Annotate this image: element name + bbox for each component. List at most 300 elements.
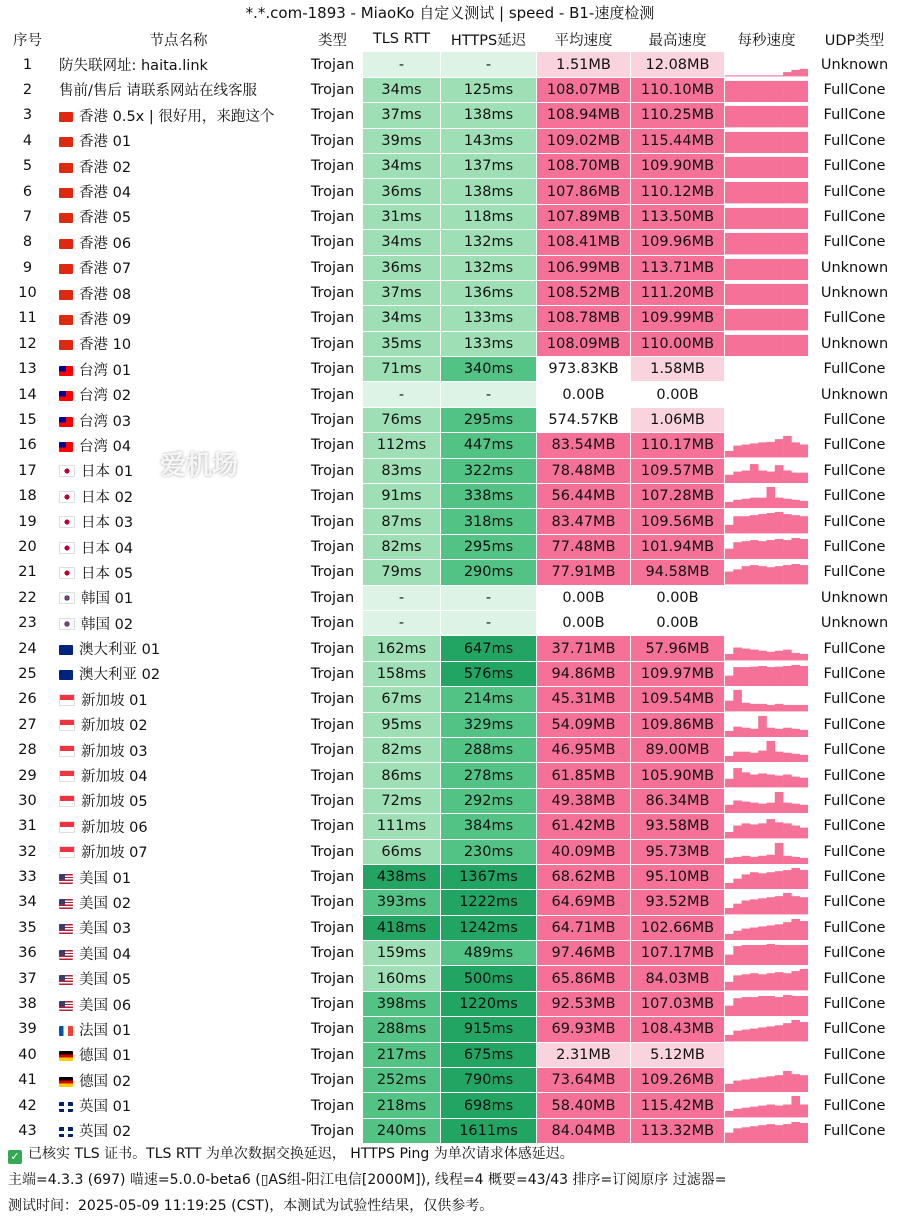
tls-rtt-value: 91ms bbox=[363, 484, 441, 509]
header-index[interactable]: 序号 bbox=[1, 27, 55, 52]
flag-hk-icon bbox=[59, 264, 73, 274]
sparkline-bar bbox=[758, 704, 767, 712]
node-type: Trojan bbox=[303, 280, 363, 305]
tls-rtt-value: 82ms bbox=[363, 534, 441, 559]
node-name: 法国 01 bbox=[79, 1022, 132, 1039]
sparkline-chart bbox=[725, 611, 808, 635]
table-row[interactable] bbox=[1, 1118, 900, 1143]
avg-speed-value: 73.64MB bbox=[537, 1068, 631, 1093]
node-name: 日本 01 bbox=[81, 464, 134, 481]
avg-speed-value: 106.99MB bbox=[537, 255, 631, 280]
udp-type-value: Unknown bbox=[809, 382, 900, 407]
sparkline-bar bbox=[750, 974, 759, 991]
node-name: 香港 10 bbox=[79, 337, 132, 354]
row-index: 7 bbox=[1, 204, 55, 229]
max-speed-value: 89.00MB bbox=[631, 737, 725, 762]
sparkline-bar bbox=[742, 335, 751, 356]
sparkline-bar bbox=[800, 969, 808, 990]
sparkline-bar bbox=[750, 1126, 759, 1143]
per-second-speed-sparkline bbox=[725, 103, 809, 128]
tls-rtt-value: 76ms bbox=[363, 407, 441, 432]
sparkline-bar bbox=[800, 729, 808, 737]
table-row[interactable] bbox=[1, 610, 900, 635]
table-row[interactable] bbox=[1, 1042, 900, 1067]
udp-type-value: FullCone bbox=[809, 153, 900, 178]
sparkline-bar bbox=[725, 284, 734, 305]
sparkline-bar bbox=[725, 572, 734, 585]
sparkline-bar bbox=[742, 1127, 751, 1143]
per-second-speed-sparkline bbox=[725, 509, 809, 534]
sparkline-bar bbox=[775, 871, 784, 889]
sparkline-chart bbox=[725, 256, 808, 280]
udp-type-value: FullCone bbox=[809, 737, 900, 762]
sparkline-bar bbox=[733, 1128, 742, 1143]
table-row[interactable] bbox=[1, 636, 900, 661]
node-type: Trojan bbox=[303, 204, 363, 229]
sparkline-bar bbox=[775, 566, 784, 584]
sparkline-bar bbox=[725, 182, 734, 203]
sparkline-bar bbox=[800, 654, 808, 660]
table-row[interactable] bbox=[1, 153, 900, 178]
udp-type-value: FullCone bbox=[809, 661, 900, 686]
sparkline-bar bbox=[758, 873, 767, 889]
sparkline-bar bbox=[800, 705, 808, 711]
udp-type-value: FullCone bbox=[809, 966, 900, 991]
node-type: Trojan bbox=[303, 560, 363, 585]
sparkline-bar bbox=[783, 1124, 792, 1143]
sparkline-bar bbox=[800, 1105, 808, 1118]
row-index: 32 bbox=[1, 839, 55, 864]
table-row[interactable] bbox=[1, 915, 900, 940]
footer-line-1 bbox=[0, 1142, 900, 1167]
per-second-speed-sparkline bbox=[725, 458, 809, 483]
udp-type-value: FullCone bbox=[809, 941, 900, 966]
node-type: Trojan bbox=[303, 458, 363, 483]
table-row[interactable] bbox=[1, 839, 900, 864]
table-row[interactable] bbox=[1, 763, 900, 788]
table-row[interactable] bbox=[1, 103, 900, 128]
sparkline-bar bbox=[733, 648, 742, 661]
sparkline-bar bbox=[800, 996, 808, 1016]
udp-type-value: FullCone bbox=[809, 128, 900, 153]
sparkline-chart bbox=[725, 230, 808, 254]
max-speed-value: 95.10MB bbox=[631, 864, 725, 889]
avg-speed-value: 56.44MB bbox=[537, 484, 631, 509]
row-index: 30 bbox=[1, 788, 55, 813]
sparkline-bar bbox=[758, 335, 767, 356]
table-row[interactable] bbox=[1, 433, 900, 458]
max-speed-value: 107.28MB bbox=[631, 484, 725, 509]
table-row[interactable] bbox=[1, 306, 900, 331]
avg-speed-value: 107.89MB bbox=[537, 204, 631, 229]
header-udp-type[interactable]: UDP类型 bbox=[809, 27, 900, 52]
node-name-cell bbox=[55, 230, 303, 255]
sparkline-bar bbox=[750, 335, 759, 356]
sparkline-bar bbox=[725, 955, 734, 966]
sparkline-bar bbox=[725, 106, 734, 127]
sparkline-bar bbox=[742, 997, 751, 1016]
udp-type-value: FullCone bbox=[809, 1042, 900, 1067]
sparkline-bar bbox=[742, 182, 751, 203]
node-name-cell bbox=[55, 636, 303, 661]
sparkline-bar bbox=[758, 774, 767, 788]
tls-rtt-value: 37ms bbox=[363, 103, 441, 128]
sparkline-bar bbox=[742, 284, 751, 305]
sparkline-chart bbox=[725, 154, 808, 178]
avg-speed-value: 1.51MB bbox=[537, 52, 631, 77]
node-name: 香港 02 bbox=[79, 159, 132, 176]
table-row[interactable] bbox=[1, 509, 900, 534]
sparkline-bar bbox=[767, 233, 776, 254]
sparkline-bar bbox=[800, 131, 808, 152]
table-body bbox=[1, 52, 900, 1144]
sparkline-bar bbox=[725, 883, 734, 889]
per-second-speed-sparkline bbox=[725, 560, 809, 585]
avg-speed-value: 45.31MB bbox=[537, 687, 631, 712]
sparkline-bar bbox=[758, 566, 767, 584]
node-name: 美国 02 bbox=[79, 895, 132, 912]
sparkline-bar bbox=[742, 773, 751, 788]
table-row[interactable] bbox=[1, 661, 900, 686]
sparkline-bar bbox=[775, 512, 784, 533]
avg-speed-value: 54.09MB bbox=[537, 712, 631, 737]
sparkline-bar bbox=[725, 157, 734, 178]
table-row[interactable] bbox=[1, 737, 900, 762]
max-speed-value: 12.08MB bbox=[631, 52, 725, 77]
per-second-speed-sparkline bbox=[725, 407, 809, 432]
sparkline-bar bbox=[791, 157, 800, 178]
tls-rtt-value: 82ms bbox=[363, 737, 441, 762]
sparkline-bar bbox=[775, 309, 784, 330]
table-row[interactable] bbox=[1, 941, 900, 966]
table-row[interactable] bbox=[1, 788, 900, 813]
sparkline-bar bbox=[767, 258, 776, 279]
sparkline-bar bbox=[733, 500, 742, 509]
max-speed-value: 109.97MB bbox=[631, 661, 725, 686]
max-speed-value: 95.73MB bbox=[631, 839, 725, 864]
flag-gb-icon bbox=[59, 1127, 73, 1137]
table-row[interactable] bbox=[1, 484, 900, 509]
sparkline-bar bbox=[750, 900, 759, 915]
node-type: Trojan bbox=[303, 966, 363, 991]
sparkline-bar bbox=[758, 131, 767, 152]
sparkline-bar bbox=[791, 1020, 800, 1041]
node-name-cell bbox=[55, 357, 303, 382]
table-row[interactable] bbox=[1, 585, 900, 610]
tls-rtt-value: 87ms bbox=[363, 509, 441, 534]
header-node-name[interactable]: 节点名称 bbox=[55, 27, 303, 52]
sparkline-bar bbox=[775, 258, 784, 279]
sparkline-chart bbox=[725, 687, 808, 711]
sparkline-bar bbox=[733, 182, 742, 203]
row-index: 23 bbox=[1, 610, 55, 635]
sparkline-bar bbox=[800, 778, 808, 788]
node-name-cell bbox=[55, 1017, 303, 1042]
sparkline-bar bbox=[767, 1105, 776, 1118]
per-second-speed-sparkline bbox=[725, 890, 809, 915]
sparkline-bar bbox=[733, 157, 742, 178]
udp-type-value: Unknown bbox=[809, 331, 900, 356]
sparkline-bar bbox=[750, 728, 759, 737]
max-speed-value: 113.32MB bbox=[631, 1118, 725, 1143]
table-row[interactable] bbox=[1, 280, 900, 305]
per-second-speed-sparkline bbox=[725, 737, 809, 762]
sparkline-bar bbox=[800, 921, 808, 940]
node-name: 香港 09 bbox=[79, 311, 132, 328]
table-row[interactable] bbox=[1, 357, 900, 382]
max-speed-value: 5.12MB bbox=[631, 1042, 725, 1067]
table-row[interactable] bbox=[1, 204, 900, 229]
sparkline-bar bbox=[742, 801, 751, 813]
udp-type-value: FullCone bbox=[809, 433, 900, 458]
sparkline-bar bbox=[758, 106, 767, 127]
table-row[interactable] bbox=[1, 1068, 900, 1093]
sparkline-bar bbox=[783, 823, 792, 838]
table-row[interactable] bbox=[1, 991, 900, 1016]
table-row[interactable] bbox=[1, 128, 900, 153]
sparkline-bar bbox=[800, 539, 808, 559]
node-name-cell bbox=[55, 788, 303, 813]
sparkline-bar bbox=[725, 208, 734, 229]
sparkline-chart bbox=[725, 560, 808, 584]
node-type: Trojan bbox=[303, 890, 363, 915]
sparkline-chart bbox=[725, 52, 808, 76]
table-row[interactable] bbox=[1, 890, 900, 915]
sparkline-bar bbox=[783, 705, 792, 711]
sparkline-bar bbox=[758, 803, 767, 813]
sparkline-bar bbox=[733, 446, 742, 458]
sparkline-bar bbox=[791, 665, 800, 686]
sparkline-bar bbox=[767, 1124, 776, 1143]
header-avg-speed[interactable]: 平均速度 bbox=[537, 27, 631, 52]
https-latency-value: 132ms bbox=[441, 230, 537, 255]
https-latency-value: 1367ms bbox=[441, 864, 537, 889]
sparkline-bar bbox=[783, 499, 792, 509]
sparkline-chart bbox=[725, 814, 808, 838]
sparkline-bar bbox=[725, 335, 734, 356]
sparkline-bar bbox=[750, 872, 759, 889]
udp-type-value: FullCone bbox=[809, 407, 900, 432]
sparkline-bar bbox=[775, 822, 784, 838]
sparkline-chart bbox=[725, 713, 808, 737]
sparkline-bar bbox=[742, 727, 751, 737]
sparkline-chart bbox=[725, 941, 808, 965]
sparkline-bar bbox=[742, 901, 751, 915]
node-name-cell bbox=[55, 839, 303, 864]
udp-type-value: FullCone bbox=[809, 1068, 900, 1093]
sparkline-bar bbox=[750, 775, 759, 788]
avg-speed-value: 92.53MB bbox=[537, 991, 631, 1016]
table-row[interactable] bbox=[1, 687, 900, 712]
sparkline-bar bbox=[742, 233, 751, 254]
node-name: 香港 04 bbox=[79, 185, 132, 202]
table-row[interactable] bbox=[1, 864, 900, 889]
node-type: Trojan bbox=[303, 407, 363, 432]
sparkline-bar bbox=[800, 309, 808, 330]
header-type[interactable]: 类型 bbox=[303, 27, 363, 52]
sparkline-bar bbox=[791, 500, 800, 509]
sparkline-bar bbox=[775, 81, 784, 102]
sparkline-bar bbox=[767, 974, 776, 991]
https-latency-value: 322ms bbox=[441, 458, 537, 483]
sparkline-bar bbox=[758, 309, 767, 330]
tls-rtt-value: 158ms bbox=[363, 661, 441, 686]
node-name: 香港 08 bbox=[79, 286, 132, 303]
table-row[interactable] bbox=[1, 382, 900, 407]
avg-speed-value: 37.71MB bbox=[537, 636, 631, 661]
per-second-speed-sparkline bbox=[725, 77, 809, 102]
https-latency-value: 340ms bbox=[441, 357, 537, 382]
per-second-speed-sparkline bbox=[725, 128, 809, 153]
https-latency-value: 1611ms bbox=[441, 1118, 537, 1143]
tls-rtt-value: 37ms bbox=[363, 280, 441, 305]
node-name: 香港 0.5x | 很好用，来跑这个 bbox=[79, 108, 275, 125]
table-row[interactable] bbox=[1, 52, 900, 77]
header-per-second-speed[interactable]: 每秒速度 bbox=[725, 27, 809, 52]
row-index: 29 bbox=[1, 763, 55, 788]
sparkline-bar bbox=[767, 996, 776, 1016]
row-index: 28 bbox=[1, 737, 55, 762]
sparkline-bar bbox=[767, 471, 776, 483]
max-speed-value: 107.03MB bbox=[631, 991, 725, 1016]
node-type: Trojan bbox=[303, 509, 363, 534]
sparkline-bar bbox=[800, 898, 808, 915]
sparkline-bar bbox=[733, 335, 742, 356]
node-name: 英国 02 bbox=[79, 1124, 132, 1141]
table-row[interactable] bbox=[1, 966, 900, 991]
sparkline-bar bbox=[742, 1030, 751, 1042]
node-type: Trojan bbox=[303, 814, 363, 839]
row-index: 2 bbox=[1, 77, 55, 102]
https-latency-value: - bbox=[441, 52, 537, 77]
table-row[interactable] bbox=[1, 534, 900, 559]
table-row[interactable] bbox=[1, 712, 900, 737]
sparkline-bar bbox=[750, 498, 759, 509]
sparkline-bar bbox=[783, 540, 792, 559]
table-row[interactable] bbox=[1, 331, 900, 356]
flag-sg-icon bbox=[59, 745, 75, 757]
https-latency-value: 1222ms bbox=[441, 890, 537, 915]
header-tls-rtt[interactable]: TLS RTT bbox=[363, 27, 441, 52]
sparkline-bar bbox=[750, 464, 759, 483]
sparkline-chart bbox=[725, 1068, 808, 1092]
max-speed-value: 110.10MB bbox=[631, 77, 725, 102]
sparkline-bar bbox=[791, 856, 800, 864]
per-second-speed-sparkline bbox=[725, 864, 809, 889]
sparkline-bar bbox=[750, 1029, 759, 1042]
footer-cert-note: 已核实 TLS 证书。TLS RTT 为单次数据交换延迟， HTTPS Ping 为单次请求体感延迟。 bbox=[28, 1146, 574, 1162]
node-name-cell bbox=[55, 763, 303, 788]
sparkline-bar bbox=[733, 258, 742, 279]
sparkline-bar bbox=[791, 564, 800, 584]
node-type: Trojan bbox=[303, 864, 363, 889]
header-https-latency[interactable]: HTTPS延迟 bbox=[441, 27, 537, 52]
https-latency-value: 132ms bbox=[441, 255, 537, 280]
sparkline-bar bbox=[791, 996, 800, 1016]
per-second-speed-sparkline bbox=[725, 280, 809, 305]
sparkline-bar bbox=[725, 857, 734, 863]
node-name: 香港 01 bbox=[79, 134, 132, 151]
sparkline-bar bbox=[775, 752, 784, 763]
table-row[interactable] bbox=[1, 230, 900, 255]
node-name: 香港 05 bbox=[79, 210, 132, 227]
header-max-speed[interactable]: 最高速度 bbox=[631, 27, 725, 52]
sparkline-bar bbox=[791, 803, 800, 813]
node-type: Trojan bbox=[303, 534, 363, 559]
per-second-speed-sparkline bbox=[725, 255, 809, 280]
node-type: Trojan bbox=[303, 77, 363, 102]
udp-type-value: FullCone bbox=[809, 864, 900, 889]
https-latency-value: - bbox=[441, 610, 537, 635]
udp-type-value: FullCone bbox=[809, 712, 900, 737]
table-row[interactable] bbox=[1, 1093, 900, 1118]
node-type: Trojan bbox=[303, 255, 363, 280]
row-index: 16 bbox=[1, 433, 55, 458]
https-latency-value: 1242ms bbox=[441, 915, 537, 940]
sparkline-chart bbox=[725, 992, 808, 1016]
sparkline-bar bbox=[783, 258, 792, 279]
sparkline-bar bbox=[791, 233, 800, 254]
sparkline-bar bbox=[783, 1023, 792, 1041]
table-row[interactable] bbox=[1, 77, 900, 102]
sparkline-bar bbox=[767, 741, 776, 762]
table-row[interactable] bbox=[1, 179, 900, 204]
sparkline-bar bbox=[767, 898, 776, 915]
table-row[interactable] bbox=[1, 458, 900, 483]
per-second-speed-sparkline bbox=[725, 357, 809, 382]
table-row[interactable] bbox=[1, 1017, 900, 1042]
flag-sg-icon bbox=[59, 846, 75, 858]
table-row[interactable] bbox=[1, 814, 900, 839]
sparkline-bar bbox=[791, 81, 800, 102]
sparkline-chart bbox=[725, 763, 808, 787]
https-latency-value: 675ms bbox=[441, 1042, 537, 1067]
sparkline-bar bbox=[767, 925, 776, 940]
node-name: 台湾 01 bbox=[79, 362, 132, 379]
flag-au-icon bbox=[59, 670, 73, 680]
flag-hk-icon bbox=[59, 239, 73, 249]
table-row[interactable] bbox=[1, 255, 900, 280]
sparkline-bar bbox=[767, 513, 776, 533]
node-type: Trojan bbox=[303, 382, 363, 407]
flag-tw-icon bbox=[59, 417, 73, 427]
sparkline-chart bbox=[725, 662, 808, 686]
udp-type-value: Unknown bbox=[809, 255, 900, 280]
node-type: Trojan bbox=[303, 839, 363, 864]
udp-type-value: FullCone bbox=[809, 915, 900, 940]
sparkline-bar bbox=[791, 70, 800, 76]
sparkline-chart bbox=[725, 865, 808, 889]
table-row[interactable] bbox=[1, 560, 900, 585]
avg-speed-value: 61.42MB bbox=[537, 814, 631, 839]
sparkline-bar bbox=[742, 157, 751, 178]
sparkline-bar bbox=[750, 157, 759, 178]
sparkline-bar bbox=[783, 284, 792, 305]
sparkline-bar bbox=[750, 1107, 759, 1118]
sparkline-bar bbox=[725, 779, 734, 788]
tls-rtt-value: 160ms bbox=[363, 966, 441, 991]
node-type: Trojan bbox=[303, 712, 363, 737]
sparkline-bar bbox=[800, 755, 808, 763]
sparkline-bar bbox=[733, 76, 742, 77]
row-index: 33 bbox=[1, 864, 55, 889]
sparkline-bar bbox=[767, 131, 776, 152]
table-row[interactable] bbox=[1, 407, 900, 432]
node-name: 韩国 02 bbox=[81, 616, 134, 633]
max-speed-value: 109.57MB bbox=[631, 458, 725, 483]
avg-speed-value: 108.70MB bbox=[537, 153, 631, 178]
node-type: Trojan bbox=[303, 687, 363, 712]
